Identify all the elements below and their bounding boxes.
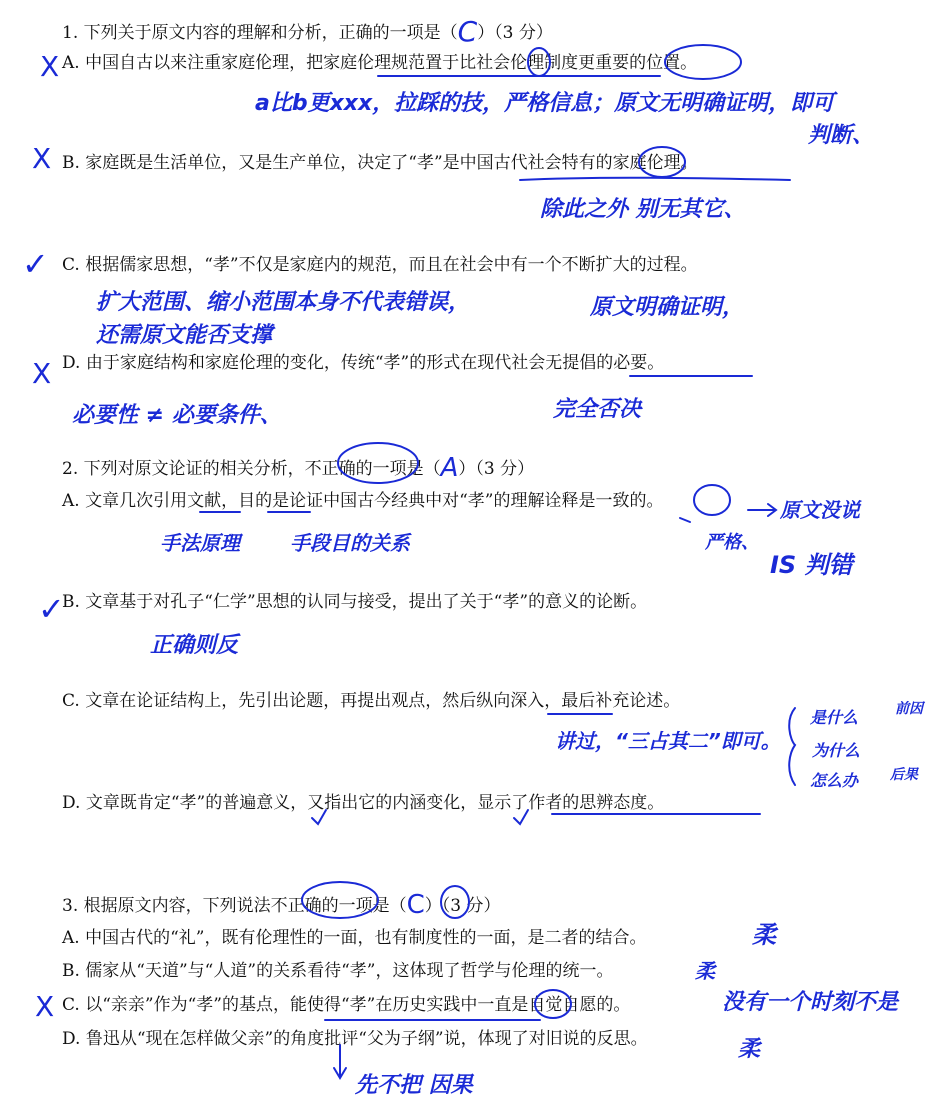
q2-note-c-6: 后果 xyxy=(890,767,918,783)
q1-note-c-3: 还需原文能否支撑 xyxy=(96,323,273,348)
q1-note-d-1: 必要性 ≠ 必要条件、 xyxy=(72,403,282,428)
q3-stem: 3. 根据原文内容，下列说法不正确的一项是（C）（3 分） xyxy=(62,890,501,920)
q3-note-c: 没有一个时刻不是 xyxy=(722,990,899,1015)
underline-mark xyxy=(520,178,790,180)
q3-answer: C xyxy=(406,890,425,920)
q1-note-b: 除此之外 别无其它、 xyxy=(540,197,746,222)
q2-option-c: C. 文章在论证结构上，先引出论题，再提出观点，然后纵向深入，最后补充论述。 xyxy=(62,691,681,711)
q1-option-d: D. 由于家庭结构和家庭伦理的变化，传统“孝”的形式在现代社会无提倡的必要。 xyxy=(62,353,665,373)
q3-option-a: A. 中国古代的“礼”，既有伦理性的一面，也有制度性的一面，是二者的结合。 xyxy=(62,928,647,948)
brace-mark xyxy=(789,708,795,785)
q2-note-a-3: 原文没说 xyxy=(780,498,860,522)
cross-mark-icon: X xyxy=(40,50,60,83)
q2-note-c-2: 是什么 xyxy=(810,708,859,727)
circle-mark xyxy=(694,485,730,515)
q2-answer: A xyxy=(440,453,459,483)
q3-option-d: D. 鲁迅从“现在怎样做父亲”的角度批评“父为子纲”说，体现了对旧说的反思。 xyxy=(62,1029,648,1049)
q3-note-d-2: 先不把 因果 xyxy=(355,1073,473,1098)
cross-mark-icon: X xyxy=(32,357,52,390)
q3-option-b: B. 儒家从“天道”与“人道”的关系看待“孝”，这体现了哲学与伦理的统一。 xyxy=(62,961,614,981)
q1-note-a-2: 判断、 xyxy=(808,123,875,148)
q1-note-d-2: 完全否决 xyxy=(553,397,642,422)
arrow-mark xyxy=(748,504,776,516)
q2-note-c-4: 怎么办 xyxy=(810,771,859,790)
tick-mark xyxy=(680,518,690,522)
q1-note-c-1: 扩大范围、缩小范围本身不代表错误， xyxy=(96,290,471,315)
q1-option-c: C. 根据儒家思想，“孝”不仅是家庭内的规范，而且在社会中有一个不断扩大的过程。 xyxy=(62,255,698,275)
q3-option-c: C. 以“亲亲”作为“孝”的基点，能使得“孝”在历史实践中一直是自觉自愿的。 xyxy=(62,995,631,1015)
q2-note-c-1: 讲过，“三占其二”即可。 xyxy=(555,729,781,753)
q1-stem: 1. 下列关于原文内容的理解和分析，正确的一项是（C）（3 分） xyxy=(62,15,553,48)
cross-mark-icon: X xyxy=(32,142,52,175)
q1-option-b: B. 家庭既是生活单位，又是生产单位，决定了“孝”是中国古代社会特有的家庭伦理。 xyxy=(62,153,698,173)
check-mark-icon: ✓ xyxy=(38,590,65,628)
q2-note-c-3: 为什么 xyxy=(812,741,861,760)
cross-mark-icon: X xyxy=(35,990,55,1023)
q2-option-d: D. 文章既肯定“孝”的普遍意义，又指出它的内涵变化，显示了作者的思辨态度。 xyxy=(62,793,665,813)
q2-note-a-5: IS 判错 xyxy=(770,551,853,579)
q3-note-b: 柔 xyxy=(695,959,715,983)
q2-note-a-2: 手段目的关系 xyxy=(290,531,410,555)
q2-stem: 2. 下列对原文论证的相关分析，不正确的一项是（A）（3 分） xyxy=(62,453,535,483)
q2-note-a-1: 手法原理 xyxy=(160,531,240,555)
q1-answer: C xyxy=(457,15,478,48)
q2-note-a-4: 严格、 xyxy=(705,532,759,553)
q2-option-b: B. 文章基于对孔子“仁学”思想的认同与接受，提出了关于“孝”的意义的论断。 xyxy=(62,592,648,612)
q1-option-a: A. 中国自古以来注重家庭伦理，把家庭伦理规范置于比社会伦理制度更重要的位置。 xyxy=(62,53,698,73)
q1-note-c-2: 原文明确证明， xyxy=(590,295,745,320)
q1-note-a-1: a比b更xxx，拉踩的技，严格信息；原文无明确证明，即可 xyxy=(255,91,835,116)
q3-note-a: 柔 xyxy=(752,921,776,949)
q2-note-b: 正确则反 xyxy=(150,633,239,658)
q3-note-d-1: 柔 xyxy=(738,1037,761,1062)
q2-note-c-5: 前因 xyxy=(895,701,923,717)
q2-option-a: A. 文章几次引用文献，目的是论证中国古今经典中对“孝”的理解诠释是一致的。 xyxy=(62,491,664,511)
check-mark-icon: ✓ xyxy=(22,245,49,283)
